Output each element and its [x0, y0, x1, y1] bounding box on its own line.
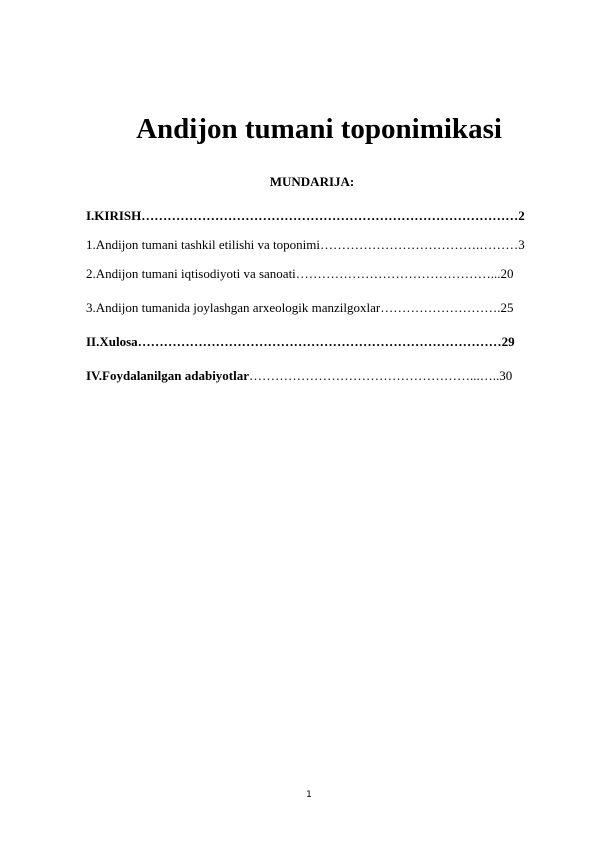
toc-entry-kirish: I.KIRISH……………………………………………………………………………2 — [86, 208, 525, 223]
toc-heading: MUNDARIJA: — [269, 174, 355, 189]
toc-entry-xulosa: II.Xulosa…………………………………………………………………………29 — [86, 334, 515, 349]
toc-entry-tashkil-etilishi: 1.Andijon tumani tashkil etilishi va toponimi……………………………….………3 — [86, 237, 525, 252]
toc-entry-adabiyotlar-leader: ……………………………………………...…..30 — [249, 368, 513, 383]
document-title: Andijon tumani toponimikasi — [136, 113, 502, 145]
toc-entry-adabiyotlar — [86, 368, 547, 384]
toc-entry-arxeologik: 3.Andijon tumanida joylashgan arxeologik manzilgoxlar……………………….25 — [86, 300, 514, 315]
toc-entry-iqtisodiyoti: 2.Andijon tumani iqtisodiyoti va sanoati………………………………………...20 — [86, 266, 514, 281]
toc-entry-adabiyotlar-label: IV.Foydalanilgan adabiyotlar — [86, 368, 250, 383]
page-number: 1 — [306, 790, 312, 800]
